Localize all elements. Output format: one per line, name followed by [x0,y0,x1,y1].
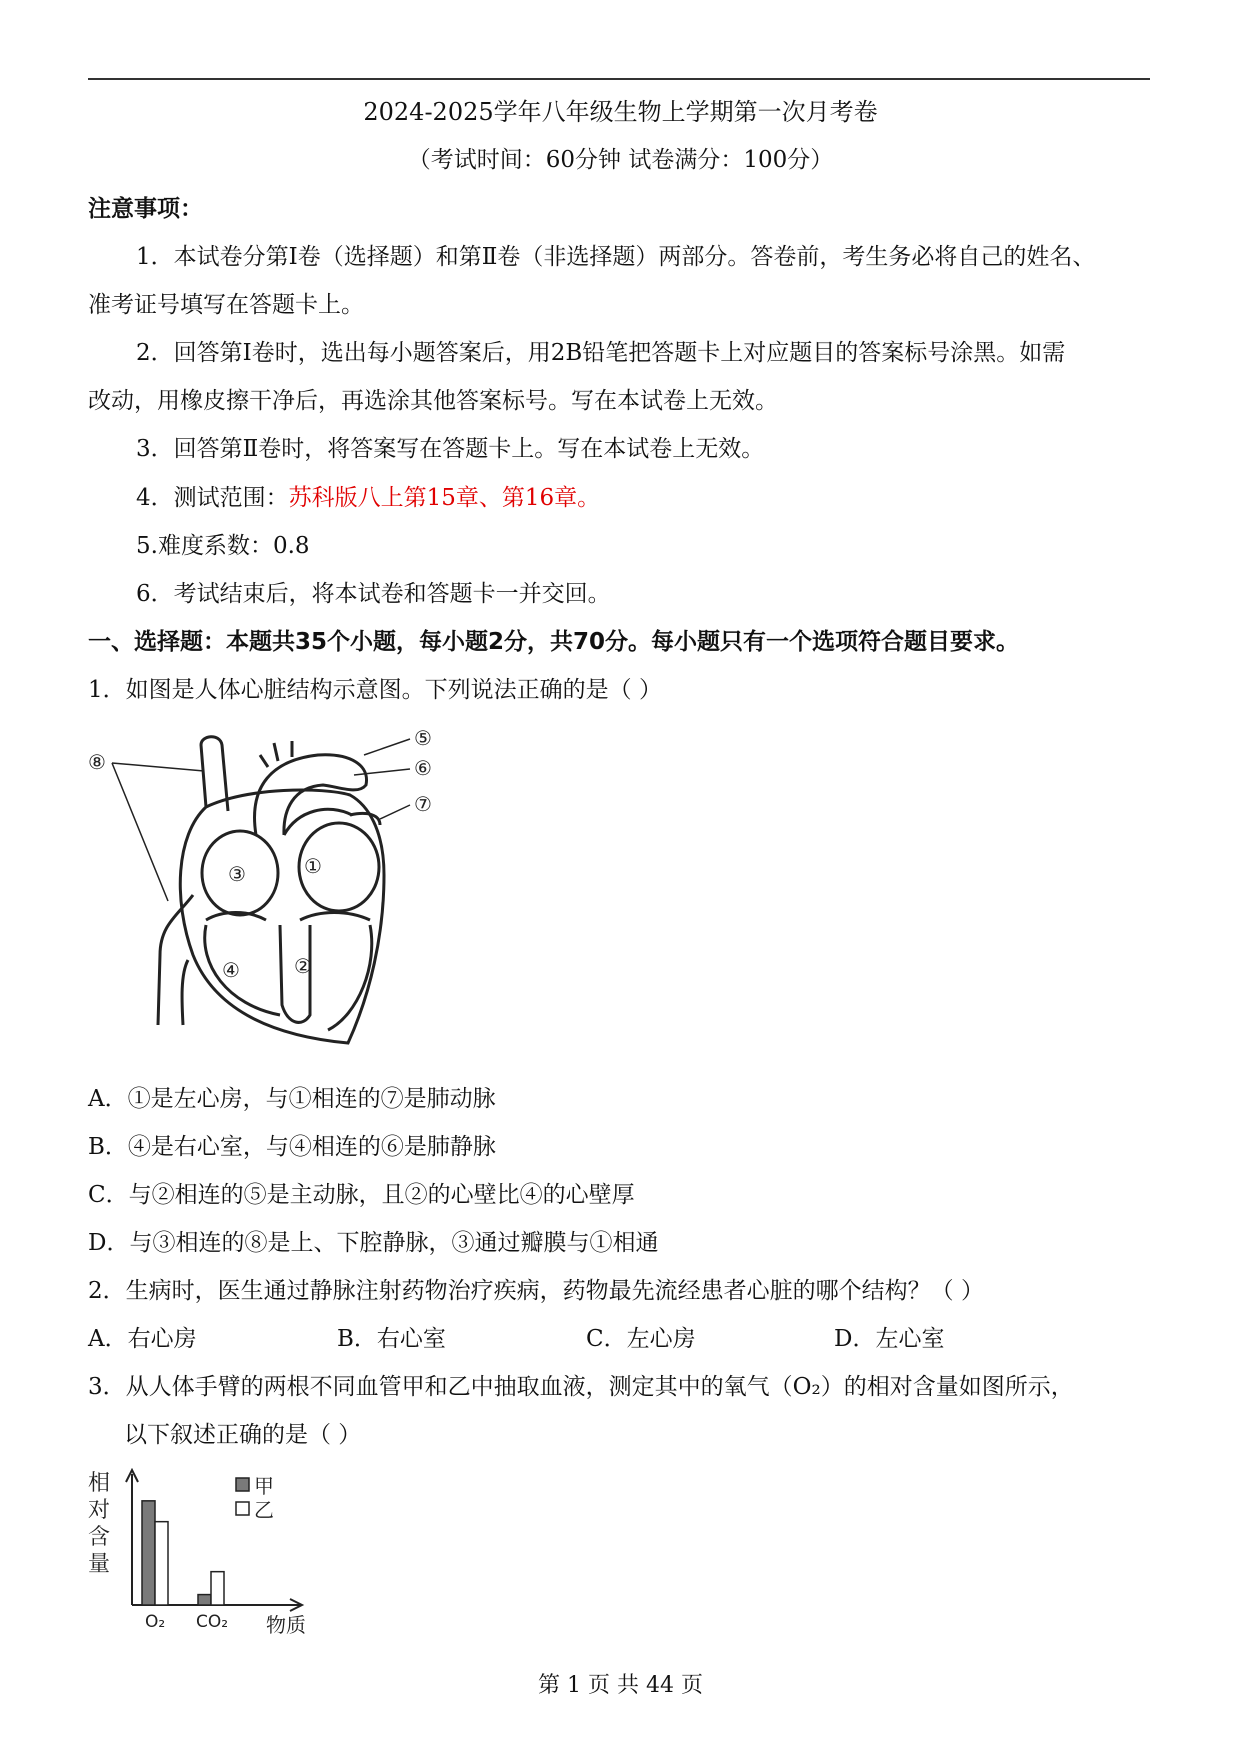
note-1-line2: 准考证号填写在答题卡上。 [88,292,364,318]
label-7: ⑦ [414,792,432,816]
q1-option-b[interactable]: B．④是右心室，与④相连的⑥是肺静脉 [88,1134,496,1160]
note-2-line1: 2．回答第Ⅰ卷时，选出每小题答案后，用2B铅笔把答题卡上对应题目的答案标号涂黑。如需 [136,340,1066,366]
note-3: 3．回答第Ⅱ卷时，将答案写在答题卡上。写在本试卷上无效。 [136,436,765,462]
chart-bar [142,1501,155,1605]
chart-x-tick: O₂ [145,1612,166,1632]
q3-stem-line2: 以下叙述正确的是（ ） [124,1422,362,1448]
chart-xlabel: 物质 [266,1613,306,1637]
chart-ylabel-char: 相 [88,1471,111,1496]
exam-subtitle: （考试时间：60分钟 试卷满分：100分） [407,147,834,173]
q2-option-c[interactable]: C．左心房 [586,1326,696,1352]
legend-label: 乙 [254,1498,274,1522]
label-3: ③ [228,862,246,886]
label-5: ⑤ [414,726,432,750]
valves [206,913,370,921]
chart-ylabel-char: 对 [88,1498,111,1523]
chart-ylabel [88,1471,110,1577]
note-4-prefix: 4．测试范围： [136,485,289,511]
page-footer: 第 1 页 共 44 页 [538,1673,703,1698]
header-rule [88,78,1150,80]
chart-bar [155,1522,168,1605]
label-6: ⑥ [414,756,432,780]
q2-option-d[interactable]: D．左心室 [834,1326,945,1352]
leader-5 [364,739,410,755]
note-2-line2: 改动，用橡皮擦干净后，再选涂其他答案标号。写在本试卷上无效。 [88,388,778,414]
exam-title: 2024-2025学年八年级生物上学期第一次月考卷 [363,98,878,126]
label-1: ① [304,854,322,878]
leader-7 [380,805,410,819]
q1-stem: 1．如图是人体心脏结构示意图。下列说法正确的是（ ） [88,677,662,703]
oxygen-chart [88,1468,348,1638]
note-6: 6．考试结束后，将本试卷和答题卡一并交回。 [136,581,611,607]
q2-option-b[interactable]: B．右心室 [337,1326,446,1352]
label-2: ② [294,954,312,978]
note-5: 5.难度系数：0.8 [136,533,310,559]
q2-option-a[interactable]: A．右心房 [88,1326,197,1352]
chart-ylabel-char: 含 [88,1525,111,1550]
label-8: ⑧ [88,750,106,774]
chart-x-tick: CO₂ [196,1612,229,1632]
legend-swatch [236,1502,249,1515]
label-4: ④ [222,958,240,982]
notes-heading: 注意事项： [88,196,203,222]
q2-stem: 2．生病时，医生通过静脉注射药物治疗疾病，药物最先流经患者心脏的哪个结构？（ ） [88,1278,984,1304]
note-4-scope: 苏科版八上第15章、第16章。 [288,485,601,511]
inferior-vena-cava [158,895,193,1025]
q1-option-d[interactable]: D．与③相连的⑧是上、下腔静脉，③通过瓣膜与①相通 [88,1230,659,1256]
section-heading: 一、选择题：本题共35个小题，每小题2分，共70分。每小题只有一个选项符合题目要求。 [88,629,1020,655]
chart-bar [198,1595,211,1605]
note-1-line1: 1．本试卷分第Ⅰ卷（选择题）和第Ⅱ卷（非选择题）两部分。答卷前，考生务必将自己的姓名、 [136,244,1096,270]
chart-bar [211,1572,224,1605]
q1-option-c[interactable]: C．与②相连的⑤是主动脉，且②的心壁比④的心壁厚 [88,1182,635,1208]
chart-ylabel-char: 量 [88,1552,111,1577]
heart-diagram [88,715,448,1055]
note-4 [136,482,600,514]
q1-option-a[interactable]: A．①是左心房，与①相连的⑦是肺动脉 [88,1086,496,1112]
q3-stem-line1: 3．从人体手臂的两根不同血管甲和乙中抽取血液，测定其中的氧气（O₂）的相对含量如图所示， [88,1374,1074,1400]
legend-swatch [236,1478,249,1491]
legend-label: 甲 [254,1474,274,1498]
